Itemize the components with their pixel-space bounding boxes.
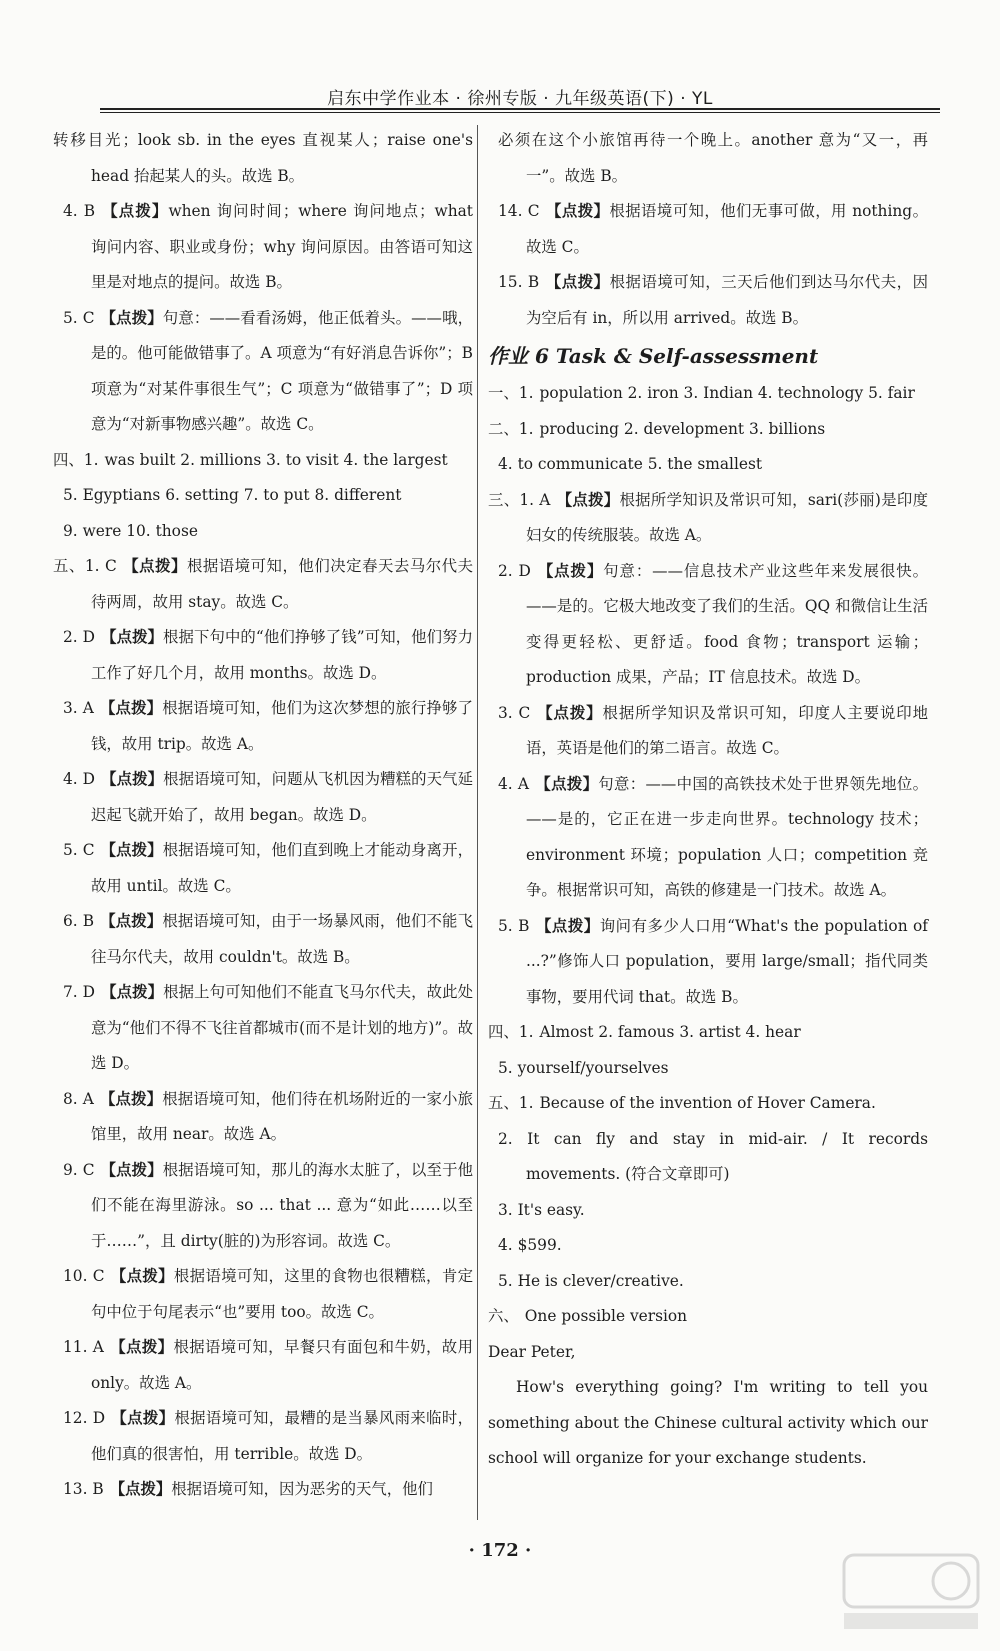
- item-number: 四、1.: [53, 450, 99, 469]
- hint-tag: 【点拨】: [109, 1338, 174, 1356]
- entry-text: 9. were 10. those: [63, 521, 198, 540]
- entry-text: 3. It's easy.: [498, 1200, 585, 1219]
- hint-tag: 【点拨】: [122, 557, 187, 575]
- item-number: 12. D: [63, 1409, 106, 1427]
- item-number: 4. A: [498, 774, 530, 793]
- entry-text: 根据语境可知，他们待在机场附近的一家小旅馆里，故用 near。故选 A。: [91, 1089, 473, 1143]
- hint-tag: 【点拨】: [100, 912, 163, 930]
- hint-tag: 【点拨】: [536, 561, 604, 580]
- answer-entry: [488, 1051, 928, 1087]
- entry-text: One possible version: [524, 1307, 688, 1325]
- item-number: 4. B: [63, 202, 96, 220]
- entry-text: producing 2. development 3. billions: [539, 419, 826, 438]
- answer-entry: [53, 691, 473, 762]
- entry-text: How's everything going? I'm writing to tell you something about the Chinese cultural activity which our school will organize for your exchange students.: [488, 1378, 928, 1467]
- answer-entry: [488, 1086, 928, 1122]
- item-number: 5. C: [63, 308, 95, 327]
- header-rule: [100, 108, 940, 113]
- answer-entry: [53, 620, 473, 691]
- entry-text: 转移目光；look sb. in the eyes 直视某人；raise one's head 抬起某人的头。故选 B。: [53, 131, 473, 185]
- entry-text: 根据语境可知，早餐只有面包和牛奶，故用 only。故选 A。: [91, 1338, 473, 1392]
- answer-entry: [488, 1228, 928, 1264]
- answer-entry: [488, 1299, 928, 1335]
- item-number: 11. A: [63, 1338, 104, 1356]
- answer-entry: [488, 1335, 928, 1371]
- entry-text: Almost 2. famous 3. artist 4. hear: [539, 1023, 801, 1041]
- hint-tag: 【点拨】: [545, 202, 610, 220]
- answer-entry: [53, 1472, 473, 1508]
- item-number: 五、1. C: [53, 557, 117, 575]
- hint-tag: 【点拨】: [109, 1480, 172, 1498]
- entry-text: 根据语境可知，那儿的海水太脏了，以至于他们不能在海里游泳。so ... that ... 意为“如此……以至于……”，且 dirty(脏的)为形容词。故选 C。: [91, 1160, 473, 1250]
- item-number: 3. C: [498, 703, 531, 722]
- answer-entry: [53, 1153, 473, 1260]
- column-divider: [477, 125, 478, 1520]
- item-number: 三、1. A: [488, 490, 551, 509]
- hint-tag: 【点拨】: [535, 916, 600, 935]
- answer-entry: [488, 194, 928, 265]
- answer-entry: [488, 554, 928, 696]
- entry-text: 根据语境可知，因为恶劣的天气，他们: [171, 1480, 433, 1498]
- entry-text: 询问有多少人口用“What's the population of ...?”修饰人口 population，要用 large/small；指代同类事物，要用代词 that。故选 B。: [526, 916, 928, 1006]
- entry-text: 2. It can fly and stay in mid-air. / It records movements. (符合文章即可): [498, 1129, 928, 1183]
- answer-entry: [53, 975, 473, 1082]
- hint-tag: 【点拨】: [545, 273, 610, 291]
- answer-entry: [53, 833, 473, 904]
- item-number: 9. C: [63, 1160, 95, 1179]
- answer-entry: [53, 443, 473, 479]
- entry-text: 根据语境可知，由于一场暴风雨，他们不能飞往马尔代夫，故用 couldn't。故选 B。: [91, 912, 473, 966]
- answer-entry: [53, 1082, 473, 1153]
- answer-entry: [53, 904, 473, 975]
- item-number: 14. C: [498, 202, 540, 220]
- entry-text: 5. Egyptians 6. setting 7. to put 8. different: [63, 486, 402, 504]
- answer-entry: [53, 1330, 473, 1401]
- hint-tag: 【点拨】: [556, 490, 620, 509]
- hint-tag: 【点拨】: [101, 770, 164, 788]
- entry-text: 根据所学知识及常识可知，印度人主要说印地语，英语是他们的第二语言。故选 C。: [526, 703, 928, 757]
- answer-entry: [53, 1259, 473, 1330]
- hint-tag: 【点拨】: [111, 1409, 175, 1427]
- entry-text: 根据语境可知，三天后他们到达马尔代夫，因为空后有 in，所以用 arrived。故选 B。: [526, 273, 928, 327]
- entry-text: 4. $599.: [498, 1236, 562, 1254]
- hint-tag: 【点拨】: [100, 841, 163, 859]
- right-column-part-a: [488, 123, 928, 336]
- answer-entry: [488, 696, 928, 767]
- hint-tag: 【点拨】: [101, 628, 164, 646]
- item-number: 7. D: [63, 983, 96, 1001]
- entry-text: 必须在这个小旅馆再待一个晚上。another 意为“又一，再一”。故选 B。: [498, 131, 928, 185]
- entry-text: 句意：——看看汤姆，他正低着头。——哦，是的。他可能做错事了。A 项意为“有好消息告诉你”；B 项意为“对某件事很生气”；C 项意为“做错事了”；D 项意为“对新事物感兴趣”。故选 C。: [91, 308, 473, 433]
- item-number: 13. B: [63, 1480, 104, 1498]
- entry-text: 根据语境可知，问题从飞机因为糟糕的天气延迟起飞就开始了，故用 began。故选 D。: [91, 770, 473, 824]
- answer-entry: [488, 483, 928, 554]
- item-number: 6. B: [63, 912, 95, 930]
- hint-tag: 【点拨】: [99, 1089, 163, 1108]
- answer-entry: [53, 194, 473, 301]
- answer-entry: [488, 123, 928, 194]
- answer-entry: [488, 412, 928, 448]
- answer-entry: [488, 1015, 928, 1051]
- entry-text: was built 2. millions 3. to visit 4. the largest: [104, 450, 448, 469]
- entry-text: 5. He is clever/creative.: [498, 1271, 684, 1290]
- entry-text: 根据语境可知，他们决定春天去马尔代夫待两周，故用 stay。故选 C。: [91, 557, 473, 611]
- running-header: 启东中学作业本 · 徐州专版 · 九年级英语(下) · YL: [327, 89, 713, 109]
- answer-entry: [53, 762, 473, 833]
- right-column-part-b: [488, 376, 928, 1477]
- hint-tag: 【点拨】: [101, 983, 164, 1001]
- item-number: 4. D: [63, 770, 96, 788]
- answer-entry: [488, 1122, 928, 1193]
- answer-entry: [53, 301, 473, 443]
- entry-text: 句意：——信息技术产业这些年来发展很快。——是的。它极大地改变了我们的生活。QQ 和微信让生活变得更轻松、更舒适。food 食物；transport 运输；production 成果，产品；IT 信息技术。故选 D。: [526, 561, 928, 686]
- hint-tag: 【点拨】: [536, 703, 603, 722]
- item-number: 2. D: [498, 561, 531, 580]
- answer-entry: [488, 1370, 928, 1477]
- hint-tag: 【点拨】: [100, 308, 163, 327]
- answer-entry: [488, 1193, 928, 1229]
- hint-tag: 【点拨】: [99, 699, 163, 717]
- answer-entry: [488, 265, 928, 336]
- entry-text: Because of the invention of Hover Camera.: [539, 1094, 876, 1112]
- item-number: 3. A: [63, 699, 94, 717]
- answer-entry: [53, 1401, 473, 1472]
- hint-tag: 【点拨】: [100, 1160, 163, 1179]
- entry-text: 句意：——中国的高铁技术处于世界领先地位。——是的，它正在进一步走向世界。technology 技术；environment 环境；population 人口；competition 竞争。根据常识可知，高铁的修建是一门技术。故选 A。: [526, 774, 928, 899]
- entry-text: 根据下句中的“他们挣够了钱”可知，他们努力工作了好几个月，故用 months。故选 D。: [91, 628, 473, 682]
- answer-entry: [53, 549, 473, 620]
- item-number: 8. A: [63, 1089, 94, 1108]
- item-number: 5. C: [63, 841, 95, 859]
- item-number: 5. B: [498, 916, 530, 935]
- answer-entry: [488, 1264, 928, 1300]
- item-number: 2. D: [63, 628, 96, 646]
- hint-tag: 【点拨】: [101, 202, 169, 220]
- item-number: 六、: [488, 1307, 519, 1325]
- entry-text: population 2. iron 3. Indian 4. technology 5. fair: [539, 384, 915, 402]
- answer-entry: [488, 909, 928, 1016]
- right-column: [488, 123, 928, 1477]
- hint-tag: 【点拨】: [535, 774, 599, 793]
- page-number: · 172 ·: [468, 1540, 532, 1561]
- answer-entry: [53, 123, 473, 194]
- answer-entry: [488, 767, 928, 909]
- item-number: 一、1.: [488, 384, 534, 402]
- entry-text: 根据语境可知，他们为这次梦想的旅行挣够了钱，故用 trip。故选 A。: [91, 699, 473, 753]
- item-number: 五、1.: [488, 1094, 534, 1112]
- watermark-logo: [836, 1547, 986, 1637]
- entry-text: 根据语境可知，最糟的是当暴风雨来临时，他们真的很害怕，用 terrible。故选 D。: [91, 1409, 473, 1463]
- item-number: 10. C: [63, 1267, 105, 1285]
- entry-text: 4. to communicate 5. the smallest: [498, 455, 763, 473]
- answer-entry: [53, 478, 473, 514]
- item-number: 四、1.: [488, 1023, 534, 1041]
- entry-text: 根据语境可知，这里的食物也很糟糕，肯定句中位于句尾表示“也”要用 too。故选 C。: [91, 1267, 473, 1321]
- entry-text: 根据语境可知，他们直到晚上才能动身离开，故用 until。故选 C。: [91, 841, 473, 895]
- hint-tag: 【点拨】: [110, 1267, 174, 1285]
- section-title: 作业 6 Task & Self-assessment: [488, 344, 819, 368]
- entry-text: when 询问时间；where 询问地点；what 询问内容、职业或身份；why 询问原因。由答语可知这里是对地点的提问。故选 B。: [91, 202, 473, 291]
- item-number: 二、1.: [488, 419, 534, 438]
- entry-text: 根据语境可知，他们无事可做，用 nothing。故选 C。: [526, 202, 928, 256]
- entry-text: 根据上句可知他们不能直飞马尔代夫，故此处意为“他们不得不飞往首都城市(而不是计划的地方)”。故选 D。: [91, 983, 473, 1072]
- entry-text: 5. yourself/yourselves: [498, 1058, 669, 1077]
- entry-text: 根据所学知识及常识可知，sari(莎丽)是印度妇女的传统服装。故选 A。: [526, 490, 928, 544]
- item-number: 15. B: [498, 273, 540, 291]
- answer-entry: [488, 447, 928, 483]
- entry-text: Dear Peter,: [488, 1342, 576, 1361]
- answer-entry: [488, 376, 928, 412]
- left-column: [53, 123, 473, 1508]
- answer-entry: [53, 514, 473, 550]
